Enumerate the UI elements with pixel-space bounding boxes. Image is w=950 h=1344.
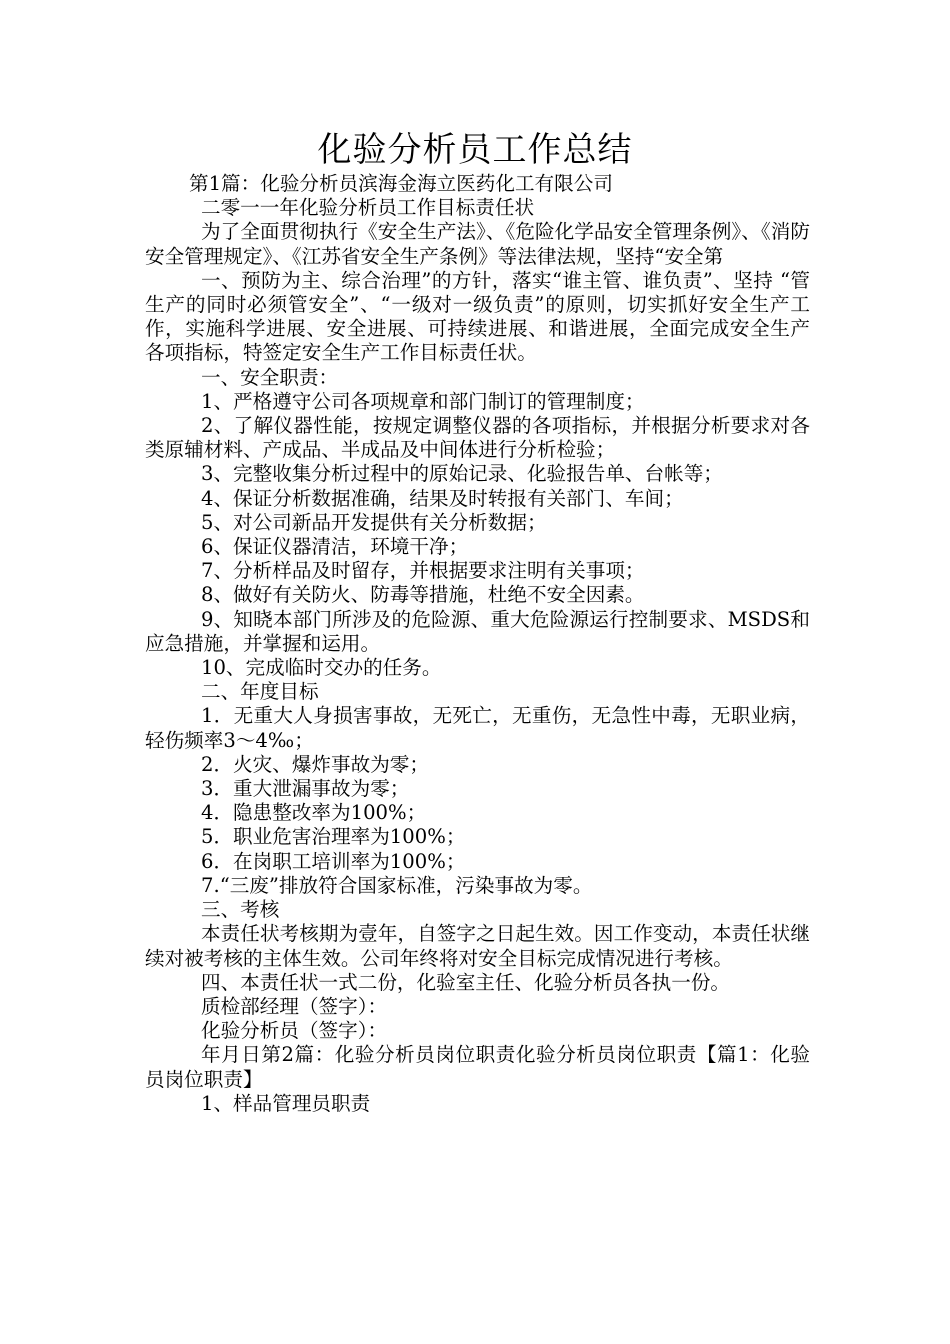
paragraph: 1．无重大人身损害事故，无死亡，无重伤，无急性中毒，无职业病，轻伤频率3～4‰； (145, 704, 810, 752)
paragraph: 为了全面贯彻执行《安全生产法》、《危险化学品安全管理条例》、《消防安全管理规定》、《江苏省安全生产条例》等法律法规，坚持“安全第 (145, 220, 810, 268)
paragraph: 1、严格遵守公司各项规章和部门制订的管理制度； (201, 389, 645, 413)
paragraph: 3．重大泄漏事故为零； (201, 777, 410, 801)
paragraph: 1、样品管理员职责 (201, 1091, 371, 1115)
paragraph: 四、本责任状一式二份，化验室主任、化验分析员各执一份。 (201, 970, 731, 994)
paragraph: 8、做好有关防火、防毒等措施，杜绝不安全因素。 (201, 583, 645, 607)
paragraph: 二零一一年化验分析员工作目标责任状 (201, 196, 535, 220)
paragraph: 本责任状考核期为壹年，自签字之日起生效。因工作变动，本责任状继续对被考核的主体生效。公司年终将对安全目标完成情况进行考核。 (145, 922, 810, 970)
paragraph: 一、安全职责： (201, 365, 339, 389)
paragraph: 三、考核 (201, 898, 280, 922)
paragraph: 9、知晓本部门所涉及的危险源、重大危险源运行控制要求、MSDS和应急措施，并掌握和运用。 (145, 607, 810, 655)
document-body (145, 172, 810, 1116)
paragraph: 5．职业危害治理率为100%； (201, 825, 466, 849)
paragraph: 4、保证分析数据准确，结果及时转报有关部门、车间； (201, 486, 684, 510)
paragraph: 7.“三废”排放符合国家标准，污染事故为零。 (201, 873, 593, 897)
paragraph: 2．火灾、爆炸事故为零； (201, 752, 429, 776)
paragraph: 6、保证仪器清洁，环境干净； (201, 535, 469, 559)
paragraph: 二、年度目标 (201, 680, 319, 704)
paragraph: 3、完整收集分析过程中的原始记录、化验报告单、台帐等； (201, 462, 723, 486)
paragraph: 4．隐患整改率为100%； (201, 801, 427, 825)
paragraph: 一、预防为主、综合治理”的方针，落实“谁主管、谁负责”、坚持 “管生产的同时必须管安全”、“一级对一级负责”的原则，切实抓好安全生产工作，实施科学进展、安全进展、可持续进展、和谐进展，全面完成安全生产各项指标，特签定安全生产工作目标责任状。 (145, 268, 810, 365)
paragraph: 第1篇：化验分析员滨海金海立医药化工有限公司 (189, 172, 613, 195)
paragraph: 5、对公司新品开发提供有关分析数据； (201, 510, 547, 534)
paragraph: 7、分析样品及时留存，并根据要求注明有关事项； (201, 559, 645, 583)
document-title: 化验分析员工作总结 (317, 130, 633, 170)
paragraph: 2、了解仪器性能，按规定调整仪器的各项指标，并根据分析要求对各类原辅材料、产成品、半成品及中间体进行分析检验； (145, 414, 810, 462)
paragraph: 年月日第2篇：化验分析员岗位职责化验分析员岗位职责【篇1：化验员岗位职责】 (145, 1043, 810, 1091)
paragraph: 化验分析员（签字）： (201, 1019, 388, 1043)
paragraph: 6．在岗职工培训率为100%； (201, 849, 466, 873)
paragraph: 质检部经理（签字）： (201, 994, 388, 1018)
paragraph: 10、完成临时交办的任务。 (201, 656, 442, 680)
